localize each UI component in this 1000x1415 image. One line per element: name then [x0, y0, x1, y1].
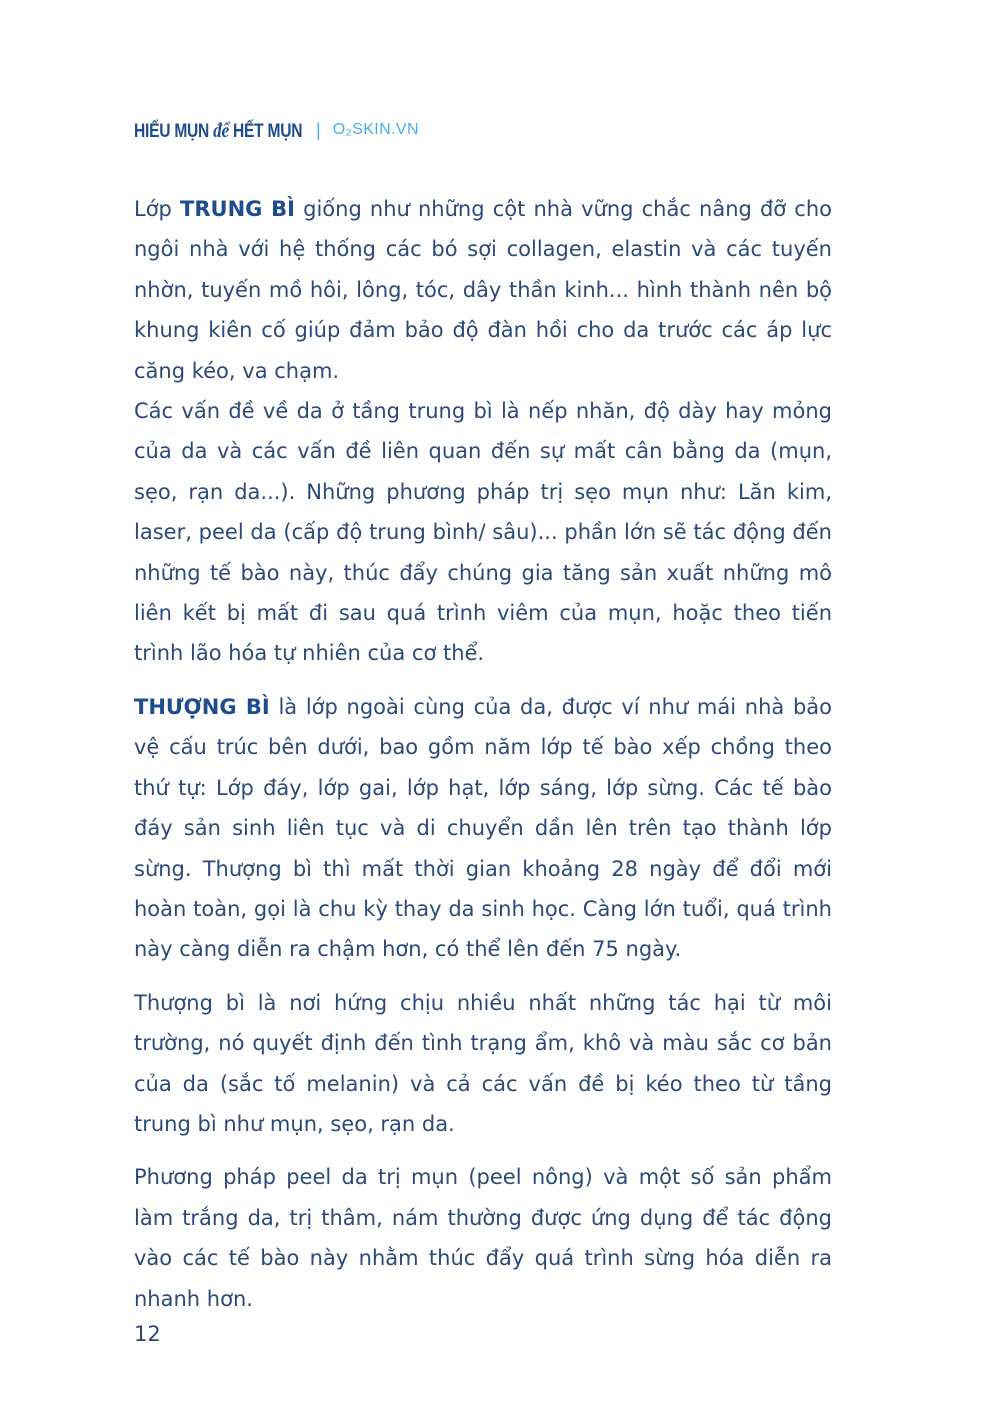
body-text [134, 189, 832, 1319]
book-title-part-1: HIỂU MỤN [134, 120, 214, 142]
page-number: 12 [134, 1322, 161, 1346]
paragraph-text: là lớp ngoài cùng của da, được ví như mái nhà bảo vệ cấu trúc bên dưới, bao gồm năm lớp tế bào xếp chồng theo thứ tự: Lớp đáy, lớp gai, lớp hạt, lớp sáng, lớp sừng. Các tế bào đáy sản sinh liên tục và di chuyển dần lên trên tạo thành lớp sừng. Thượng bì thì mất thời gian khoảng 28 ngày để đổi mới hoàn toàn, gọi là chu kỳ thay da sinh học. Càng lớn tuổi, quá trình này càng diễn ra chậm hơn, có thể lên đến 75 ngày. [134, 694, 832, 962]
book-title-part-3: HẾT MỤN [228, 120, 303, 142]
keyword-thuong-bi: THƯỢNG BÌ [134, 694, 270, 719]
paragraph-trung-bi [134, 189, 832, 391]
book-title-wrap [134, 118, 306, 143]
header-separator: | [316, 119, 321, 140]
paragraph-text: Lớp [134, 197, 181, 221]
paragraph-peel: Phương pháp peel da trị mụn (peel nông) và một số sản phẩm làm trắng da, trị thâm, nám thường được ứng dụng để tác động vào các tế bào này nhằm thúc đẩy quá trình sừng hóa diễn ra nhanh hơn. [134, 1165, 832, 1311]
book-title-part-2: để [213, 117, 229, 142]
website-label: O₂SKIN.VN [332, 121, 419, 138]
paragraph-text: giống như những cột nhà vững chắc nâng đỡ cho ngôi nhà với hệ thống các bó sợi collagen, elastin và các tuyến nhờn, tuyến mồ hôi, lông, tóc, dây thần kinh... hình thành nên bộ khung kiên cố giúp đảm bảo độ đàn hồi cho da trước các áp lực căng kéo, va chạm. [134, 197, 833, 383]
paragraph-thuong-bi [134, 687, 832, 970]
keyword-trung-bi: TRUNG BÌ [180, 197, 295, 221]
running-header [134, 116, 419, 144]
book-title [134, 118, 302, 143]
paragraph-trung-bi-issues: Các vấn đề về da ở tầng trung bì là nếp nhăn, độ dày hay mỏng của da và các vấn đề liên quan đến sự mất cân bằng da (mụn, sẹo, rạn da...). Những phương pháp trị sẹo mụn như: Lăn kim, laser, peel da (cấp độ trung bình/ sâu)... phần lớn sẽ tác động đến những tế bào này, thúc đẩy chúng gia tăng sản xuất những mô liên kết bị mất đi sau quá trình viêm của mụn, hoặc theo tiến trình lão hóa tự nhiên của cơ thể. [134, 399, 832, 666]
paragraph-thuong-bi-issues: Thượng bì là nơi hứng chịu nhiều nhất những tác hại từ môi trường, nó quyết định đến tình trạng ẩm, khô và màu sắc cơ bản của da (sắc tố melanin) và cả các vấn đề bị kéo theo từ tầng trung bì như mụn, sẹo, rạn da. [134, 990, 832, 1136]
